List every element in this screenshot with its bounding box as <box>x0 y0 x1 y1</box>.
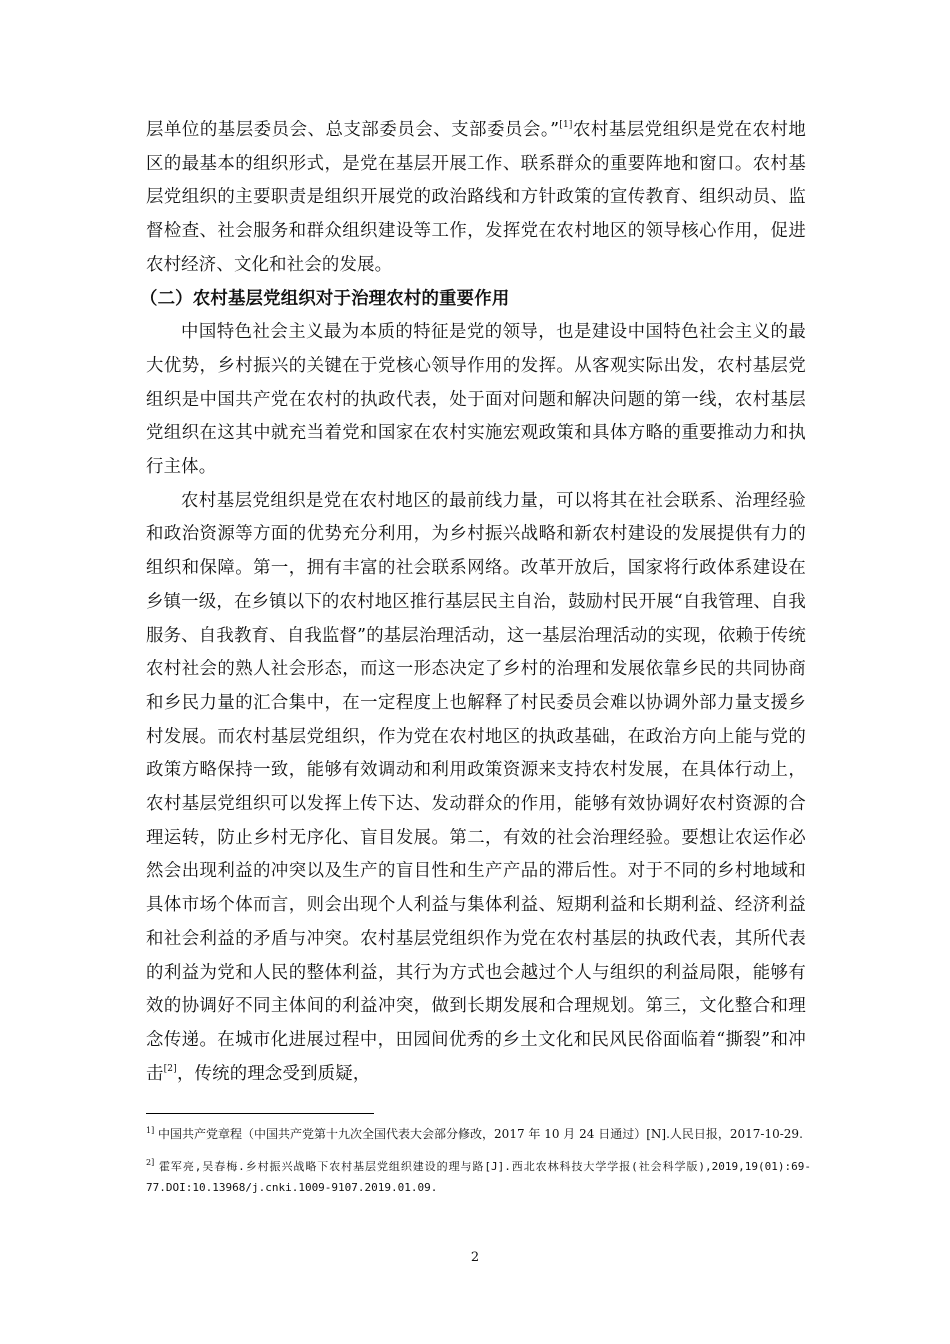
paragraph-text: 农村基层党组织是党在农村地区的最基本的组织形式，是党在基层开展工作、联系群众的重要阵地和窗口。农村基层党组织的主要职责是组织开展党的政治路线和方针政策的宣传教育、组织动员、监督检查、社会服务和群众组织建设等工作，发挥党在农村地区的领导核心作用，促进农村经济、文化和社会的发展。 <box>146 120 806 275</box>
page-number: 2 <box>470 1250 480 1265</box>
citation-ref-2[interactable]: [2] <box>163 1063 177 1074</box>
paragraph <box>146 485 806 1092</box>
citation-ref-1[interactable]: [1] <box>559 120 573 130</box>
paragraph-text: ，传统的理念受到质疑， <box>176 1063 371 1084</box>
paragraph-text: 层单位的基层委员会、总支部委员会、支部委员会。” <box>146 120 560 140</box>
paragraph-text: 农村基层党组织是党在农村地区的最前线力量，可以将其在社会联系、治理经验和政治资源等方面的优势充分利用，为乡村振兴战略和新农村建设的发展提供有力的组织和保障。第一，拥有丰富的社会联系网络。改革开放后，国家将行政体系建设在乡镇一级，在乡镇以下的农村地区推行基层民主自治，鼓励村民开展“自我管理、自我服务、自我教育、自我监督”的基层治理活动，这一基层治理活动的实现，依赖于传统农村社会的熟人社会形态，而这一形态决定了乡村的治理和发展依靠乡民的共同协商和乡民力量的汇合集中，在一定程度上也解释了村民委员会难以协调外部力量支援乡村发展。而农村基层党组织，作为党在农村地区的执政基础，在政治方向上能与党的政策方略保持一致，能够有效调动和利用政策资源来支持农村发展，在具体行动上，农村基层党组织可以发挥上传下达、发动群众的作用，能够有效协调好农村资源的合理运转，防止乡村无序化、盲目发展。第二，有效的社会治理经验。要想让农运作必然会出现利益的冲突以及生产的盲目性和生产产品的滞后性。对于不同的乡村地域和具体市场个体而言，则会出现个人利益与集体利益、短期利益和长期利益、经济利益和社会利益的矛盾与冲突。农村基层党组织作为党在农村基层的执政代表，其所代表的利益为党和人民的整体利益，其行为方式也会越过个人与组织的利益局限，能够有效的协调好不同主体间的利益冲突，做到长期发展和合理规划。第三，文化整合和理念传递。在城市化进展过程中，田园间优秀的乡土文化和民风民俗面临着“撕裂”和冲击 <box>146 490 806 1084</box>
paragraph-continuation <box>146 114 806 283</box>
footnotes <box>146 1124 811 1210</box>
footnote-text: 中国共产党章程（中国共产党第十九次全国代表大会部分修改，2017 年 10 月 24 日通过）[N].人民日报，2017-10-29. <box>158 1127 803 1141</box>
footnote-2 <box>146 1156 811 1198</box>
footnote-marker: 1] <box>146 1126 155 1135</box>
footnote-1 <box>146 1124 811 1144</box>
section-heading: （二）农村基层党组织对于治理农村的重要作用 <box>140 288 510 309</box>
footnote-separator <box>146 1113 374 1114</box>
footnote-marker: 2] <box>146 1158 155 1167</box>
footnote-text: 霍军亮,吴春梅.乡村振兴战略下农村基层党组织建设的理与路[J].西北农林科技大学学报(社会科学版),2019,19(01):69-77.DOI:10.13968/j.cnki.1009-9107.2019.01.09. <box>146 1160 811 1194</box>
paragraph: 中国特色社会主义最为本质的特征是党的领导，也是建设中国特色社会主义的最大优势，乡村振兴的关键在于党核心领导作用的发挥。从客观实际出发，农村基层党组织是中国共产党在农村的执政代表，处于面对问题和解决问题的第一线，农村基层党组织在这其中就充当着党和国家在农村实施宏观政策和具体方略的重要推动力和执行主体。 <box>146 322 806 478</box>
body-text <box>140 114 806 1091</box>
